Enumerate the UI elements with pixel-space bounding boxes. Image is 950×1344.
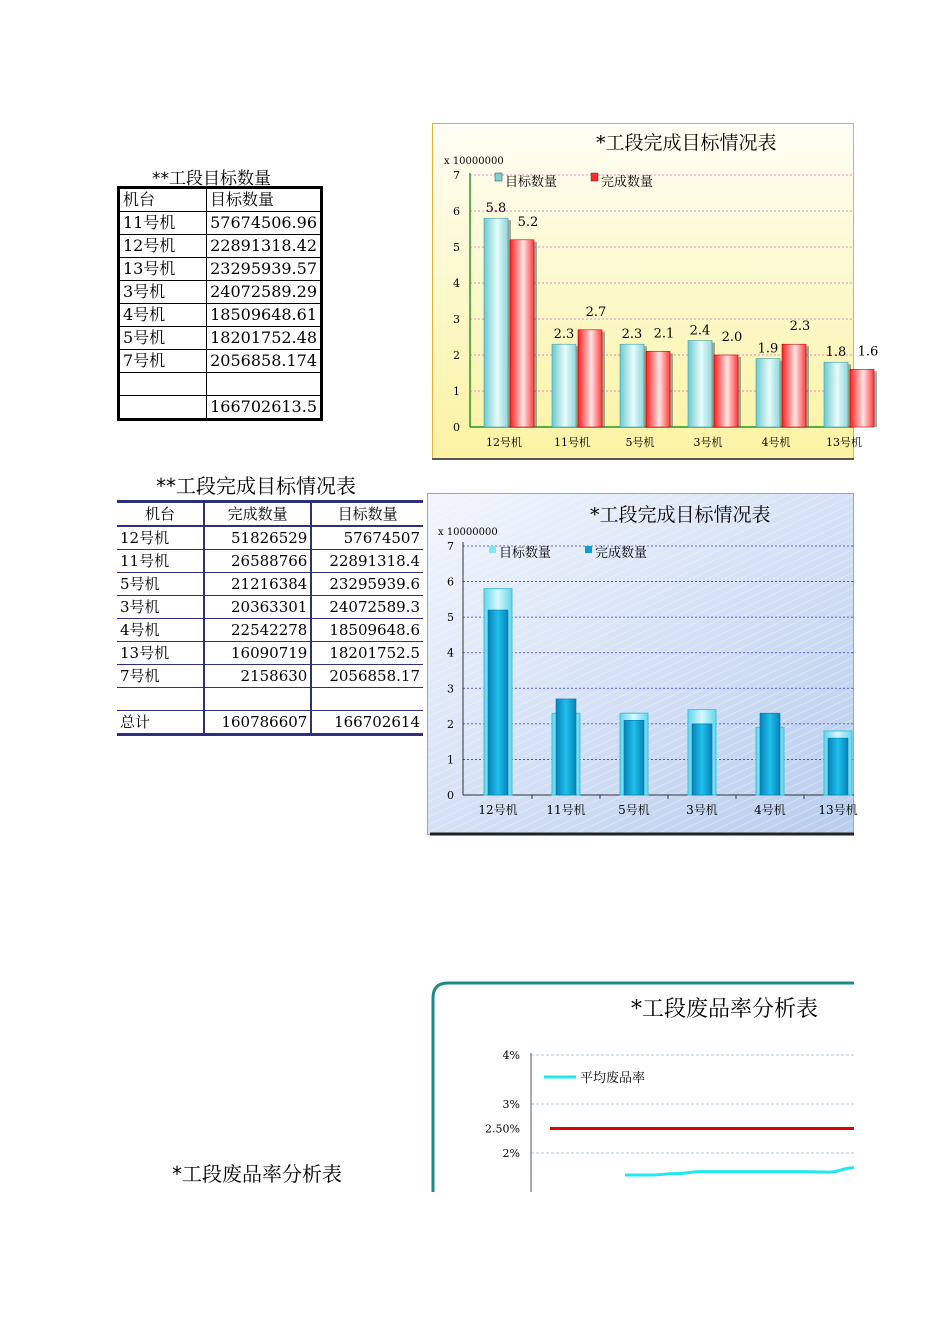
y-tick-label: 0 xyxy=(453,421,460,434)
y-tick-label: 3 xyxy=(453,313,460,326)
bar-target xyxy=(552,344,576,427)
completion-chart-2 xyxy=(427,493,858,838)
table-row xyxy=(119,235,322,258)
bar-done xyxy=(624,720,644,795)
chart3-title: *工段废品率分析表 xyxy=(631,997,819,1022)
table2-header-cell: 完成数量 xyxy=(204,502,311,527)
table-row xyxy=(117,526,423,550)
bar-data-label: 2.3 xyxy=(789,319,811,335)
chart2-legend-target: 目标数量 xyxy=(499,546,552,561)
table-cell: 13号机 xyxy=(117,642,204,665)
y-tick-label: 0 xyxy=(447,789,454,802)
table1-header-cell: 目标数量 xyxy=(207,188,322,212)
x-tick-label: 3号机 xyxy=(693,436,723,449)
table-cell: 11号机 xyxy=(117,550,204,573)
bar-done xyxy=(488,610,508,795)
x-tick-label: 13号机 xyxy=(826,436,862,449)
table-cell: 22891318.42 xyxy=(207,235,322,258)
table-row xyxy=(119,327,322,350)
y-tick-label: 2 xyxy=(447,717,454,731)
table-row xyxy=(117,619,423,642)
bar-target xyxy=(484,218,508,427)
bar-target xyxy=(824,362,848,427)
y-tick-label: 7 xyxy=(447,540,454,553)
table1-title: **工段目标数量 xyxy=(152,169,271,189)
chart2-legend-swatch-done xyxy=(585,546,592,553)
completion-table-body xyxy=(117,526,423,735)
bar-data-label: 5.8 xyxy=(485,201,507,217)
y-tick-label: 4 xyxy=(453,277,460,290)
scrap-rate-chart xyxy=(430,980,854,1192)
chart1-legend-done: 完成数量 xyxy=(601,175,654,190)
bar-done xyxy=(578,330,602,427)
chart1-legend-swatch-done xyxy=(591,173,598,181)
table-cell: 166702614 xyxy=(311,711,423,735)
table-cell: 18509648.61 xyxy=(207,304,322,327)
table-cell: 3号机 xyxy=(117,596,204,619)
table-cell: 7号机 xyxy=(119,350,207,373)
chart2-title: *工段完成目标情况表 xyxy=(590,504,771,526)
bar-done xyxy=(556,699,576,795)
table-row xyxy=(117,665,423,688)
table-row xyxy=(119,304,322,327)
x-tick-label: 13号机 xyxy=(818,803,858,817)
table-row xyxy=(119,396,322,420)
y-tick-label: 5 xyxy=(453,241,460,254)
table2-title: **工段完成目标情况表 xyxy=(156,474,356,498)
table-row xyxy=(117,550,423,573)
bar-data-label: 2.3 xyxy=(621,327,643,343)
table1-header-cell: 机台 xyxy=(119,188,207,212)
y-tick-label: 2 xyxy=(453,349,460,362)
x-tick-label: 12号机 xyxy=(478,803,518,817)
table-cell: 24072589.29 xyxy=(207,281,322,304)
x-tick-label: 4号机 xyxy=(761,436,791,449)
bar-done xyxy=(850,369,874,427)
table-row xyxy=(117,642,423,665)
table-row xyxy=(117,573,423,596)
table-cell: 51826529 xyxy=(204,526,311,550)
table2-header-cell: 机台 xyxy=(117,502,204,527)
table2-header-row xyxy=(117,502,423,527)
x-tick-label: 12号机 xyxy=(486,436,522,449)
y-tick-label: 7 xyxy=(453,169,460,182)
y-tick-label: 1 xyxy=(447,753,454,767)
chart2-unit-label: x 10000000 xyxy=(438,527,498,538)
table-cell: 24072589.3 xyxy=(311,596,423,619)
table-cell: 21216384 xyxy=(204,573,311,596)
bar-done xyxy=(828,738,848,795)
table-cell: 57674507 xyxy=(311,526,423,550)
table-cell: 26588766 xyxy=(204,550,311,573)
chart1-unit-label: x 10000000 xyxy=(444,156,504,167)
chart2-legend-done: 完成数量 xyxy=(595,546,648,561)
bar-done xyxy=(510,240,534,427)
table-cell: 166702613.5 xyxy=(207,396,322,420)
y-tick-label: 4 xyxy=(447,646,454,660)
table2-header-cell: 目标数量 xyxy=(311,502,423,527)
bar-data-label: 2.4 xyxy=(689,323,711,339)
completion-table xyxy=(117,500,423,736)
y-tick-label: 3 xyxy=(447,682,454,696)
bar-data-label: 2.3 xyxy=(553,327,575,343)
y-tick-label: 1 xyxy=(453,385,460,398)
table-cell: 20363301 xyxy=(204,596,311,619)
completion-table-header xyxy=(117,502,423,527)
bar-data-label: 1.6 xyxy=(857,344,879,360)
bar-target xyxy=(688,341,712,427)
table-cell: 57674506.96 xyxy=(207,212,322,235)
table-cell: 3号机 xyxy=(119,281,207,304)
avg-scrap-rate-line xyxy=(625,1168,854,1175)
chart3-lines xyxy=(550,1129,854,1176)
y-tick-label: 2.50% xyxy=(485,1122,520,1136)
table-row xyxy=(119,281,322,304)
table-cell: 7号机 xyxy=(117,665,204,688)
bar-data-label: 2.1 xyxy=(653,326,675,342)
x-tick-label: 3号机 xyxy=(686,803,718,817)
chart1-title: *工段完成目标情况表 xyxy=(596,132,777,154)
table-cell: 总计 xyxy=(117,711,204,735)
x-tick-label: 11号机 xyxy=(554,436,590,449)
table-cell: 23295939.6 xyxy=(311,573,423,596)
bar-done xyxy=(692,724,712,795)
table-cell: 2056858.17 xyxy=(311,665,423,688)
table-cell: 23295939.57 xyxy=(207,258,322,281)
table-cell: 18201752.48 xyxy=(207,327,322,350)
table-cell: 22891318.4 xyxy=(311,550,423,573)
x-tick-label: 5号机 xyxy=(618,803,650,817)
table-cell xyxy=(117,688,204,711)
table-cell: 5号机 xyxy=(119,327,207,350)
scrap-rate-caption: *工段废品率分析表 xyxy=(172,1162,342,1186)
table-cell: 4号机 xyxy=(117,619,204,642)
bar-data-label: 5.2 xyxy=(517,214,539,230)
bar-data-label: 2.0 xyxy=(721,330,743,345)
bar-done xyxy=(782,344,806,427)
chart3-labels xyxy=(485,1049,520,1160)
y-tick-label: 3% xyxy=(502,1098,520,1111)
table-cell: 11号机 xyxy=(119,212,207,235)
target-quantity-table xyxy=(117,186,323,421)
table-row xyxy=(119,258,322,281)
bar-done xyxy=(760,713,780,795)
table-cell: 12号机 xyxy=(117,526,204,550)
bar-data-label: 1.9 xyxy=(757,341,779,357)
table-cell: 2056858.174 xyxy=(207,350,322,373)
bar-done xyxy=(646,351,670,427)
y-tick-label: 6 xyxy=(453,205,460,218)
table-cell: 16090719 xyxy=(204,642,311,665)
target-quantity-table-body xyxy=(119,188,322,420)
table-cell: 4号机 xyxy=(119,304,207,327)
completion-chart-1 xyxy=(432,123,879,461)
table-row xyxy=(117,711,423,735)
chart2-legend-swatch-target xyxy=(489,546,496,553)
table-cell: 13号机 xyxy=(119,258,207,281)
bar-data-label: 1.8 xyxy=(825,345,847,361)
table-cell: 22542278 xyxy=(204,619,311,642)
table-row xyxy=(119,373,322,396)
table-cell: 18509648.6 xyxy=(311,619,423,642)
y-tick-label: 2% xyxy=(502,1147,520,1160)
bar-done xyxy=(714,355,738,427)
bar-target xyxy=(756,359,780,427)
x-tick-label: 5号机 xyxy=(625,436,655,449)
table-cell: 12号机 xyxy=(119,235,207,258)
y-tick-label: 6 xyxy=(447,575,454,589)
table-cell xyxy=(119,396,207,420)
x-tick-label: 4号机 xyxy=(754,803,786,817)
table-cell: 160786607 xyxy=(204,711,311,735)
table-cell: 18201752.5 xyxy=(311,642,423,665)
chart1-legend-target: 目标数量 xyxy=(505,175,558,190)
x-tick-label: 11号机 xyxy=(546,803,586,817)
table-cell: 5号机 xyxy=(117,573,204,596)
y-tick-label: 5 xyxy=(447,611,454,625)
y-tick-label: 4% xyxy=(502,1049,520,1062)
table-row xyxy=(119,212,322,235)
table-cell xyxy=(207,373,322,396)
chart3-legend-label: 平均废品率 xyxy=(580,1071,646,1086)
table1-header-row xyxy=(119,188,322,212)
table-row xyxy=(117,596,423,619)
chart1-legend-swatch-target xyxy=(495,173,502,181)
table-row xyxy=(117,688,423,711)
table-cell xyxy=(119,373,207,396)
table-cell xyxy=(311,688,423,711)
table-cell: 2158630 xyxy=(204,665,311,688)
table-cell xyxy=(204,688,311,711)
bar-data-label: 2.7 xyxy=(585,304,607,320)
table-row xyxy=(119,350,322,373)
bar-target xyxy=(620,344,644,427)
